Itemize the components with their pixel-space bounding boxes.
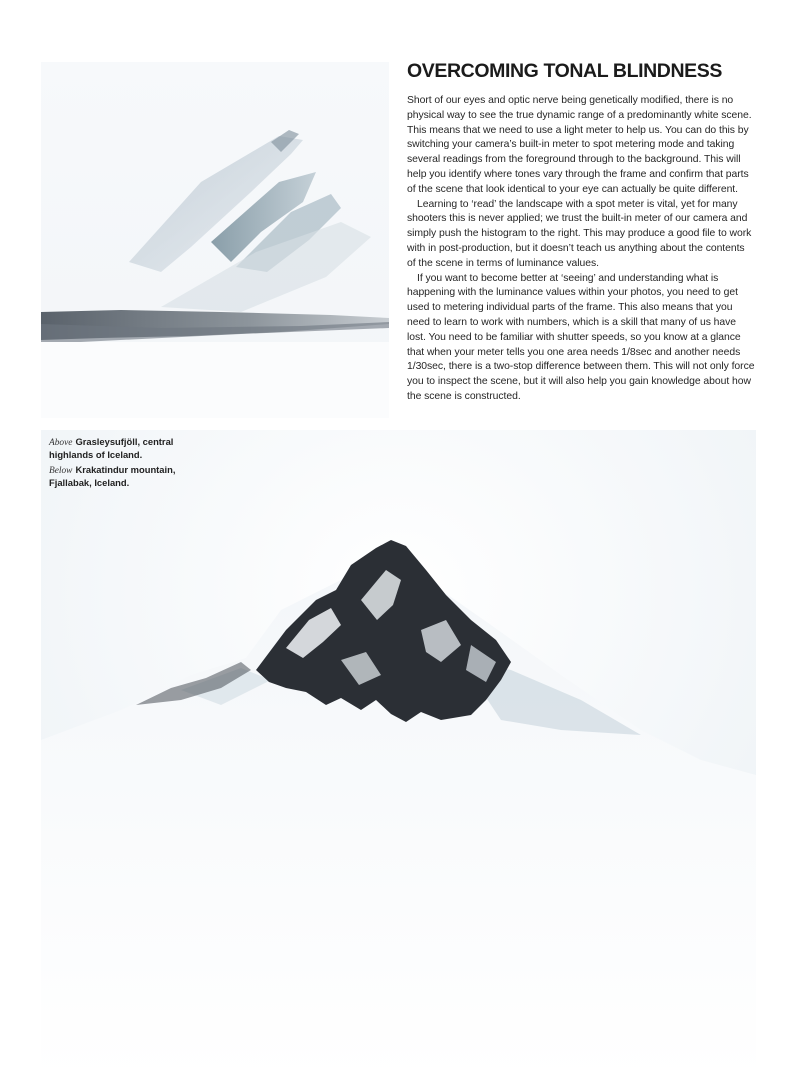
- article-paragraph-3: If you want to become better at ‘seeing’ and understanding what is happening with the luminance values within your photos, you need to get used to metering individual parts of the frame. This also means that you need to learn to work with numbers, which is a skill that many of us have lost. You need to be familiar with shutter speeds, so you know at a glance that when your meter tells you one area needs 1/8sec and another needs 1/30sec, there is a two-stop difference between them. This will not only force you to inspect the scene, but it will also help you gain knowledge about how the scene is constructed.: [407, 272, 755, 402]
- article: [407, 60, 755, 405]
- caption-above-text: Grasleysufjöll, central highlands of Iceland.: [49, 436, 174, 461]
- article-paragraph-2: Learning to ‘read’ the landscape with a spot meter is vital, yet for many shooters this is never applied; we trust the built-in meter of our camera and simply push the histogram to the right. This may produce a good file to work with in post-production, but it doesn’t teach us anything about the contents of the scene in terms of luminance values.: [407, 198, 752, 269]
- caption-above-label: Above: [49, 438, 73, 448]
- caption-above: [49, 436, 199, 462]
- article-headline: OVERCOMING TONAL BLINDNESS: [407, 60, 722, 82]
- article-paragraph-1: Short of our eyes and optic nerve being genetically modified, there is no physical way to see the true dynamic range of a predominantly white scene. This means that we need to use a light meter to help us. You can do this by switching your camera’s built-in meter to spot metering mode and taking several readings from the foreground through to the background. This will help you identify where tones vary through the frame and confirm that parts of the scene that look identical to your eye can actually be quite different.: [407, 95, 752, 195]
- photo-grasleysufjoll-image: [41, 62, 389, 418]
- caption-below-label: Below: [49, 465, 73, 476]
- photo-krakatindur: [41, 430, 756, 1080]
- caption-below: [49, 464, 199, 490]
- photo-grasleysufjoll: [41, 62, 389, 418]
- photo-krakatindur-image: [41, 430, 756, 1080]
- caption-below-text: Krakatindur mountain, Fjallabak, Iceland.: [49, 463, 176, 489]
- photo-captions: [49, 436, 199, 492]
